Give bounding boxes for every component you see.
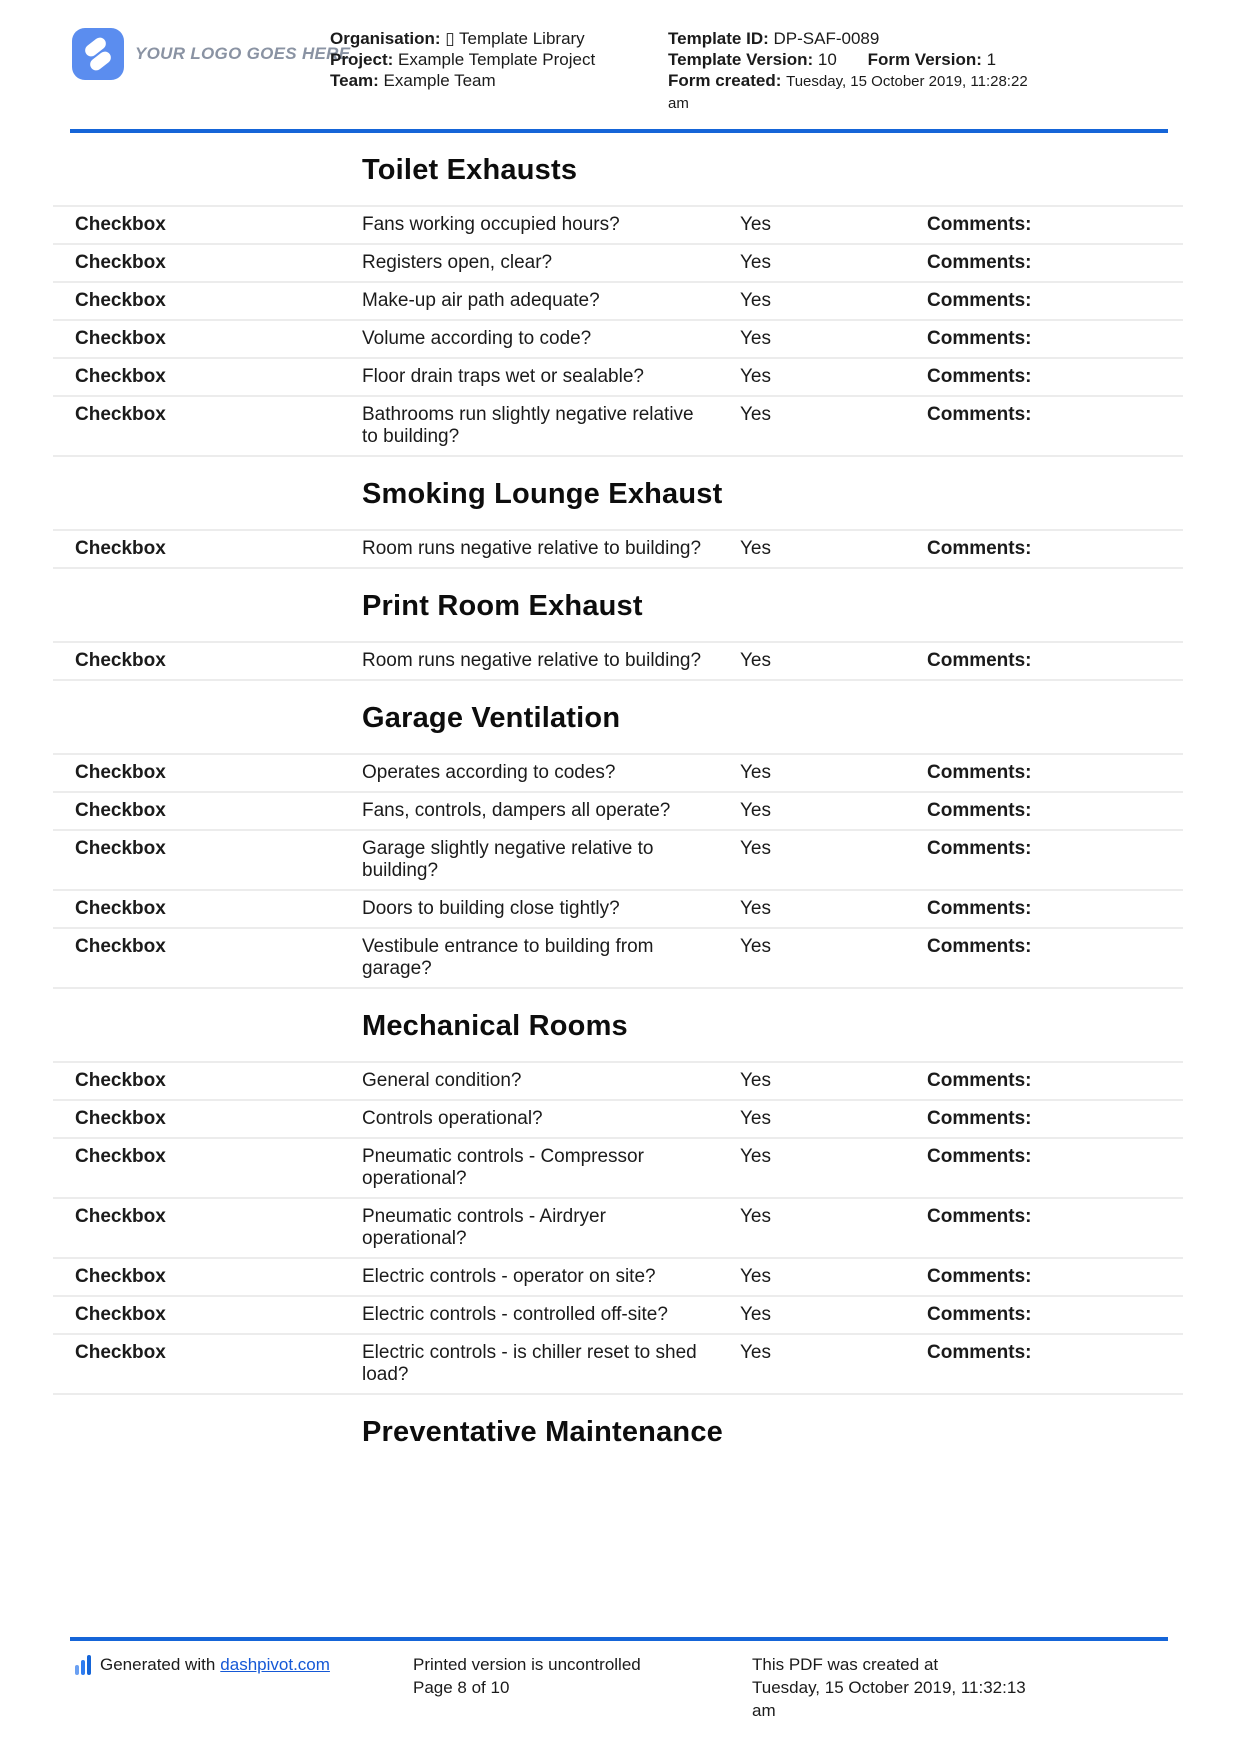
question-text: Room runs negative relative to building? [362,650,702,671]
header-divider [70,129,1168,133]
header-org-block [330,28,668,91]
form-section [53,1010,1183,1395]
section-table [53,641,1183,681]
form-created-value: Tuesday, 15 October 2019, 11:28:22 am [668,73,1028,112]
pdf-created-timestamp: Tuesday, 15 October 2019, 11:32:13 am [752,1678,1026,1720]
comments-label: Comments: [927,800,1032,821]
team-value: Example Team [383,71,496,90]
answer-value: Yes [740,1206,771,1227]
answer-value: Yes [740,1146,771,1167]
table-row [53,319,1183,357]
logo-icon [72,28,124,80]
comments-label: Comments: [927,762,1032,783]
template-id-label: Template ID: [668,29,769,48]
answer-value: Yes [740,898,771,919]
comments-label: Comments: [927,1206,1032,1227]
section-table [53,753,1183,989]
question-text: Operates according to codes? [362,762,616,783]
comments-label: Comments: [927,328,1032,349]
table-row [53,281,1183,319]
page-number-text: Page 8 of 10 [413,1678,510,1697]
question-text: Garage slightly negative relative to building? [362,838,654,881]
comments-label: Comments: [927,898,1032,919]
checkbox-field-label: Checkbox [75,214,166,235]
checkbox-field-label: Checkbox [75,1342,166,1363]
answer-value: Yes [740,538,771,559]
table-row [53,395,1183,455]
project-label: Project: [330,50,394,69]
answer-value: Yes [740,838,771,859]
table-row [53,1137,1183,1197]
checkbox-field-label: Checkbox [75,404,166,425]
table-row [53,829,1183,889]
table-row [53,529,1183,567]
question-text: Pneumatic controls - Compressor operational? [362,1146,644,1189]
printed-version-text: Printed version is uncontrolled [413,1655,641,1674]
document-header [0,0,1239,114]
project-line [330,49,668,70]
form-section [53,702,1183,989]
section-table [53,205,1183,457]
form-created-label: Form created: [668,71,782,90]
section-title: Smoking Lounge Exhaust [362,478,723,510]
checkbox-field-label: Checkbox [75,290,166,311]
organisation-label: Organisation: [330,29,441,48]
question-text: Vestibule entrance to building from garage? [362,936,654,979]
footer-generated [70,1653,413,1722]
checkbox-field-label: Checkbox [75,252,166,273]
question-text: General condition? [362,1070,522,1091]
question-text: Make-up air path adequate? [362,290,600,311]
answer-value: Yes [740,650,771,671]
answer-value: Yes [740,1266,771,1287]
template-id-line [668,28,1028,49]
table-row [53,205,1183,243]
checkbox-field-label: Checkbox [75,650,166,671]
footer-columns [70,1653,1168,1722]
table-row [53,1333,1183,1393]
form-section [53,1416,1183,1448]
comments-label: Comments: [927,290,1032,311]
version-line [668,49,1028,70]
question-text: Electric controls - operator on site? [362,1266,656,1287]
question-text: Controls operational? [362,1108,543,1129]
section-title: Toilet Exhausts [362,154,578,186]
document-footer [70,1637,1168,1722]
table-row [53,641,1183,679]
form-version-label: Form Version: [867,50,982,69]
question-text: Room runs negative relative to building? [362,538,702,559]
comments-label: Comments: [927,1342,1032,1363]
footer-created-note [752,1653,1042,1722]
logo-placeholder-text: YOUR LOGO GOES HERE [135,44,351,63]
answer-value: Yes [740,214,771,235]
section-table [53,529,1183,569]
table-row [53,927,1183,987]
comments-label: Comments: [927,1108,1032,1129]
comments-label: Comments: [927,1304,1032,1325]
section-title: Mechanical Rooms [362,1010,628,1042]
team-label: Team: [330,71,379,90]
comments-label: Comments: [927,538,1032,559]
checkbox-field-label: Checkbox [75,898,166,919]
table-row [53,1257,1183,1295]
comments-label: Comments: [927,404,1032,425]
table-row [53,753,1183,791]
answer-value: Yes [740,936,771,957]
answer-value: Yes [740,1108,771,1129]
pdf-created-text: This PDF was created at [752,1655,939,1674]
checkbox-field-label: Checkbox [75,1070,166,1091]
comments-label: Comments: [927,650,1032,671]
organisation-value: ▯ Template Library [445,29,585,48]
comments-label: Comments: [927,838,1032,859]
question-text: Electric controls - is chiller reset to shed load? [362,1342,697,1385]
logo [72,28,351,80]
form-version-value: 1 [986,50,997,69]
table-row [53,357,1183,395]
checkbox-field-label: Checkbox [75,1108,166,1129]
checkbox-field-label: Checkbox [75,538,166,559]
checkbox-field-label: Checkbox [75,800,166,821]
question-text: Floor drain traps wet or sealable? [362,366,644,387]
checkbox-field-label: Checkbox [75,1146,166,1167]
bar-chart-icon [75,1655,92,1675]
answer-value: Yes [740,800,771,821]
answer-value: Yes [740,290,771,311]
question-text: Fans, controls, dampers all operate? [362,800,671,821]
table-row [53,791,1183,829]
answer-value: Yes [740,404,771,425]
section-title: Preventative Maintenance [362,1416,723,1448]
section-table [53,1061,1183,1395]
form-section [53,478,1183,569]
answer-value: Yes [740,328,771,349]
organisation-line [330,28,668,49]
table-row [53,1061,1183,1099]
answer-value: Yes [740,762,771,783]
question-text: Bathrooms run slightly negative relative to building? [362,404,694,447]
form-section [53,154,1183,457]
template-version-label: Template Version: [668,50,814,69]
checkbox-field-label: Checkbox [75,1266,166,1287]
question-text: Electric controls - controlled off-site? [362,1304,668,1325]
answer-value: Yes [740,1070,771,1091]
dashpivot-link[interactable]: dashpivot.com [220,1655,330,1674]
footer-divider [70,1637,1168,1641]
answer-value: Yes [740,366,771,387]
comments-label: Comments: [927,936,1032,957]
question-text: Fans working occupied hours? [362,214,620,235]
question-text: Pneumatic controls - Airdryer operational? [362,1206,606,1249]
table-row [53,1197,1183,1257]
project-value: Example Template Project [398,50,596,69]
section-title: Garage Ventilation [362,702,621,734]
comments-label: Comments: [927,1146,1032,1167]
question-text: Volume according to code? [362,328,592,349]
table-row [53,889,1183,927]
form-created-line [668,70,1028,114]
comments-label: Comments: [927,252,1032,273]
team-line [330,70,668,91]
checkbox-field-label: Checkbox [75,936,166,957]
generated-with-text: Generated with [100,1655,216,1674]
comments-label: Comments: [927,214,1032,235]
question-text: Registers open, clear? [362,252,553,273]
section-title: Print Room Exhaust [362,590,643,622]
checkbox-field-label: Checkbox [75,1206,166,1227]
checkbox-field-label: Checkbox [75,838,166,859]
comments-label: Comments: [927,1266,1032,1287]
answer-value: Yes [740,1304,771,1325]
answer-value: Yes [740,252,771,273]
checkbox-field-label: Checkbox [75,762,166,783]
question-text: Doors to building close tightly? [362,898,620,919]
table-row [53,1099,1183,1137]
checkbox-field-label: Checkbox [75,1304,166,1325]
table-row [53,1295,1183,1333]
answer-value: Yes [740,1342,771,1363]
comments-label: Comments: [927,1070,1032,1091]
checkbox-field-label: Checkbox [75,328,166,349]
footer-print-note [413,1653,752,1722]
comments-label: Comments: [927,366,1032,387]
checkbox-field-label: Checkbox [75,366,166,387]
sections [53,154,1183,1448]
form-section [53,590,1183,681]
header-template-block [668,28,1028,114]
template-id-value: DP-SAF-0089 [773,29,880,48]
template-version-value: 10 [817,50,837,69]
table-row [53,243,1183,281]
